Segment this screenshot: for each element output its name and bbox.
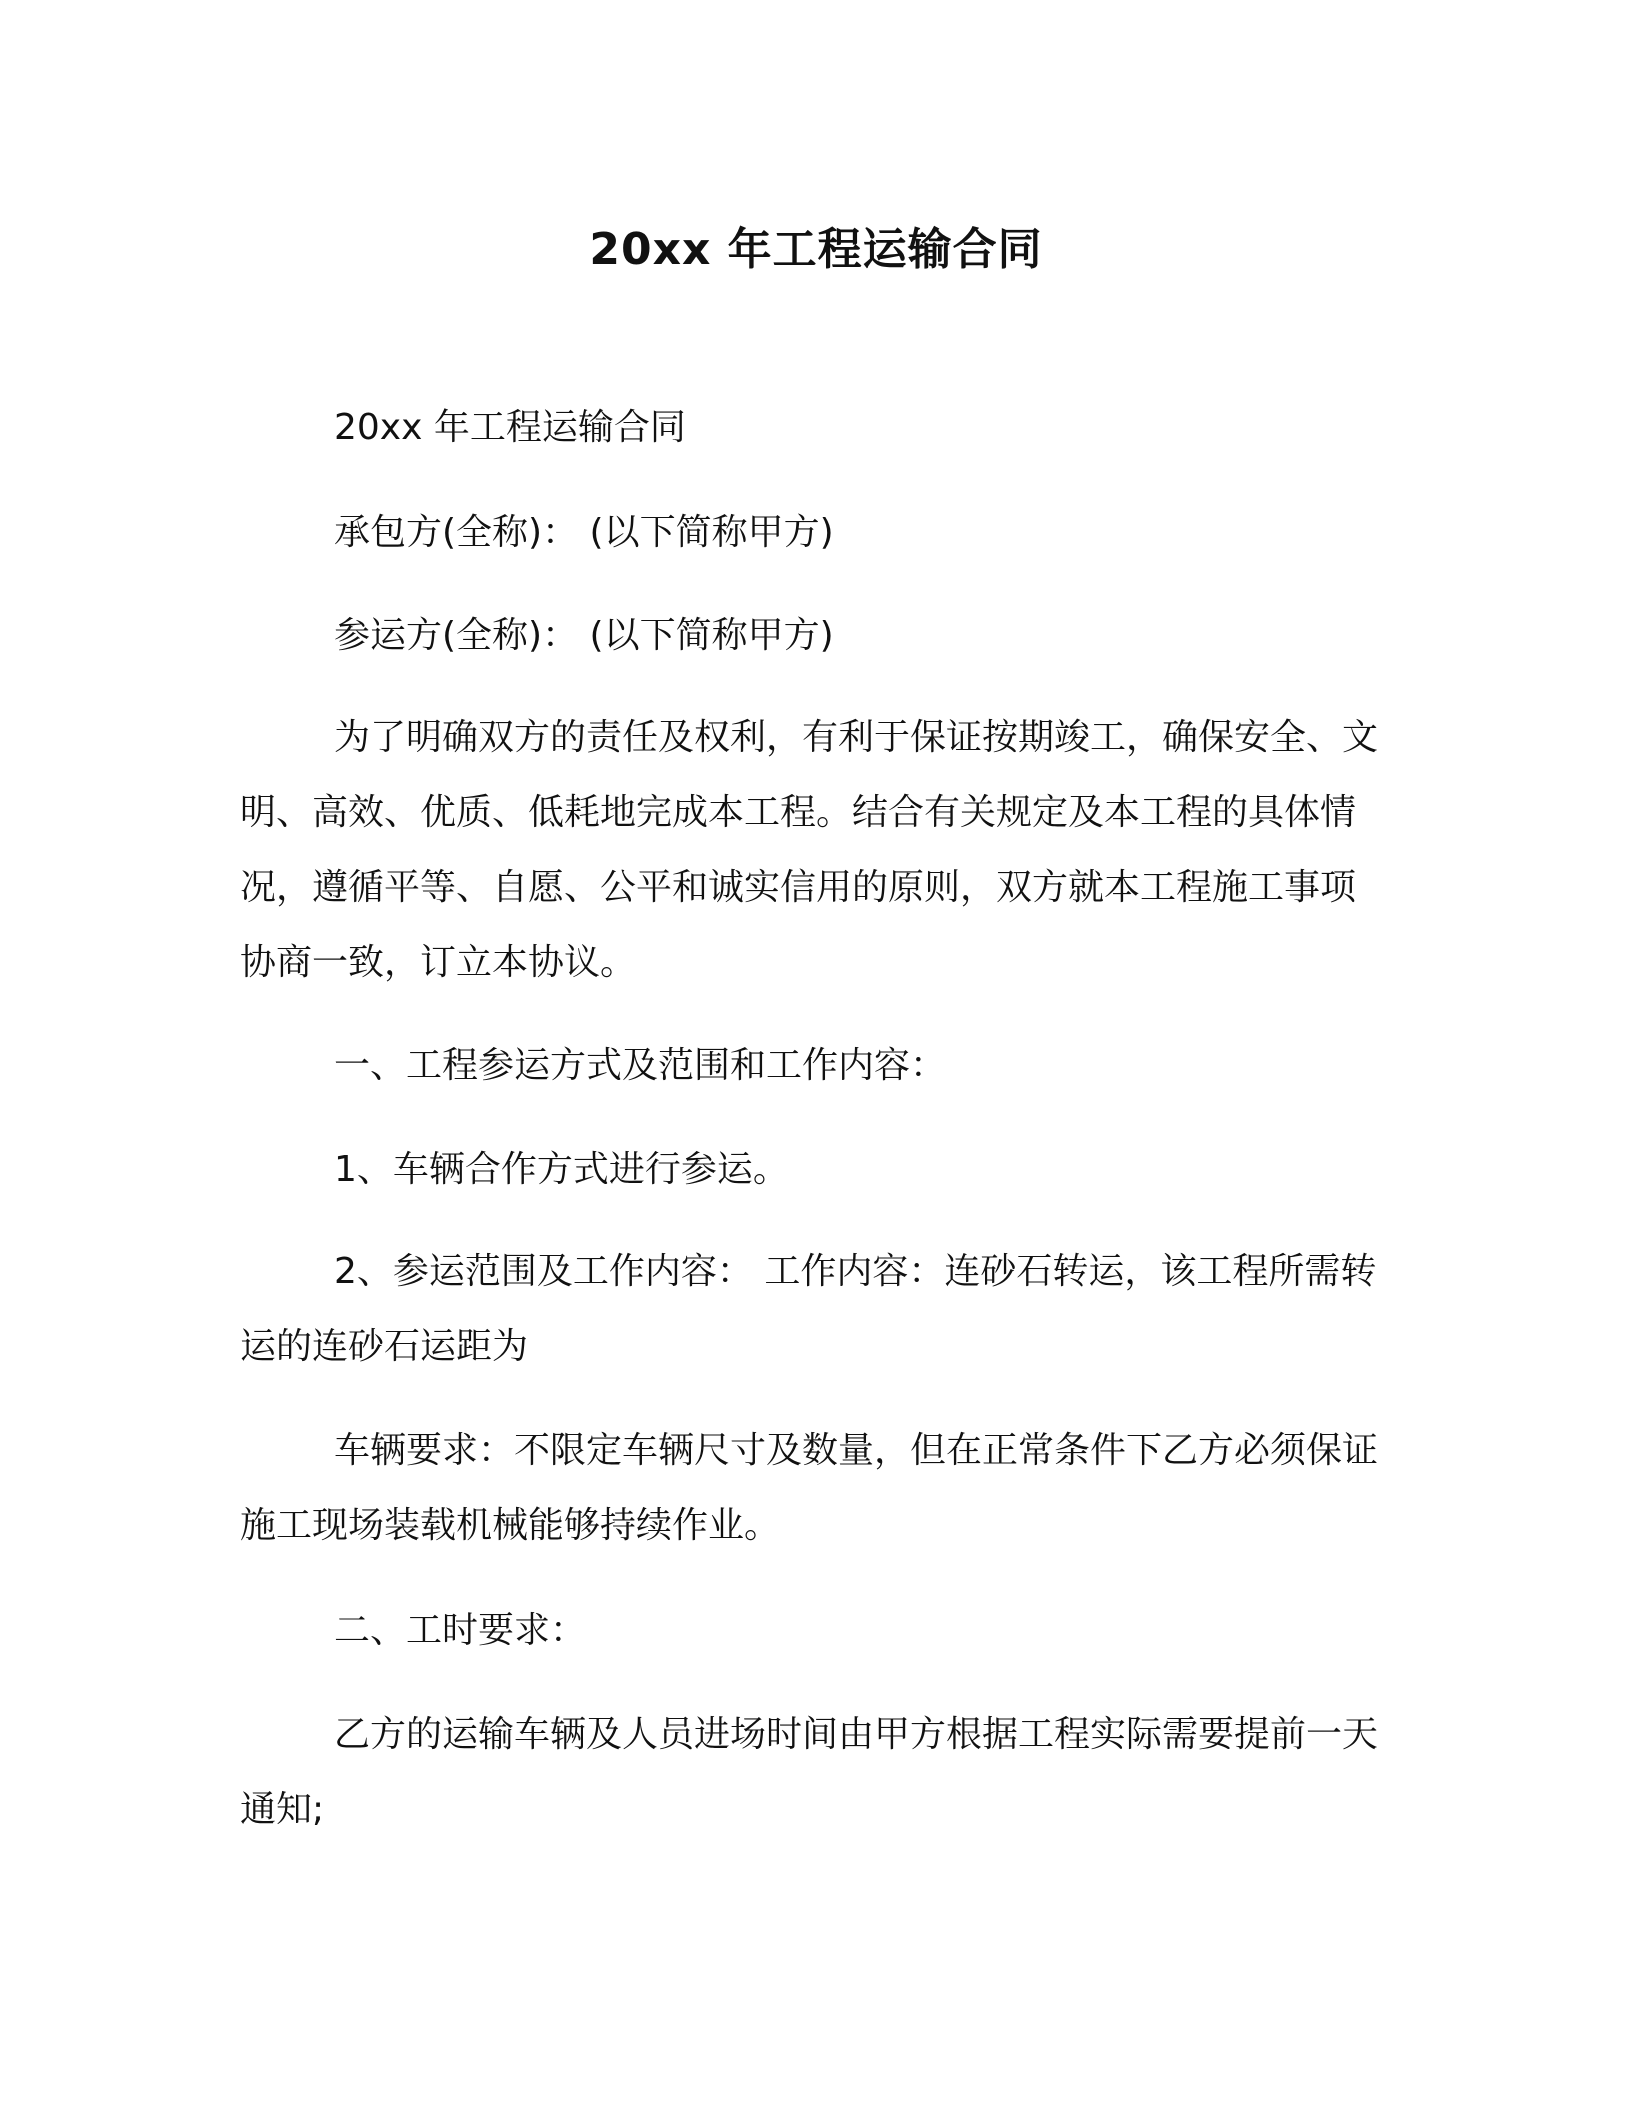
- paragraph-entry-time: 乙方的运输车辆及人员进场时间由甲方根据工程实际需要提前一天通知;: [240, 1714, 1379, 1830]
- document-title: 20xx 年工程运输合同: [589, 224, 1043, 275]
- paragraph-contractor: 承包方(全称)： (以下简称甲方): [334, 512, 834, 553]
- paragraph-item-2: 2、参运范围及工作内容： 工作内容：连砂石转运，该工程所需转运的连砂石运距为: [240, 1251, 1377, 1367]
- section-heading-2: 二、工时要求：: [334, 1610, 587, 1651]
- paragraph-item-1: 1、车辆合作方式进行参运。: [334, 1149, 789, 1190]
- paragraph-subtitle: 20xx 年工程运输合同: [334, 407, 686, 448]
- paragraph-purpose: 为了明确双方的责任及权利，有利于保证按期竣工，确保安全、文明、高效、优质、低耗地完成本工程。结合有关规定及本工程的具体情况，遵循平等、自愿、公平和诚实信用的原则，双方就本工程施工事项协商一致，订立本协议。: [240, 717, 1379, 983]
- paragraph-participant: 参运方(全称)： (以下简称甲方): [334, 615, 834, 656]
- section-heading-1: 一、工程参运方式及范围和工作内容：: [334, 1045, 947, 1086]
- paragraph-vehicle-requirements: 车辆要求：不限定车辆尺寸及数量，但在正常条件下乙方必须保证施工现场装载机械能够持续作业。: [240, 1430, 1379, 1546]
